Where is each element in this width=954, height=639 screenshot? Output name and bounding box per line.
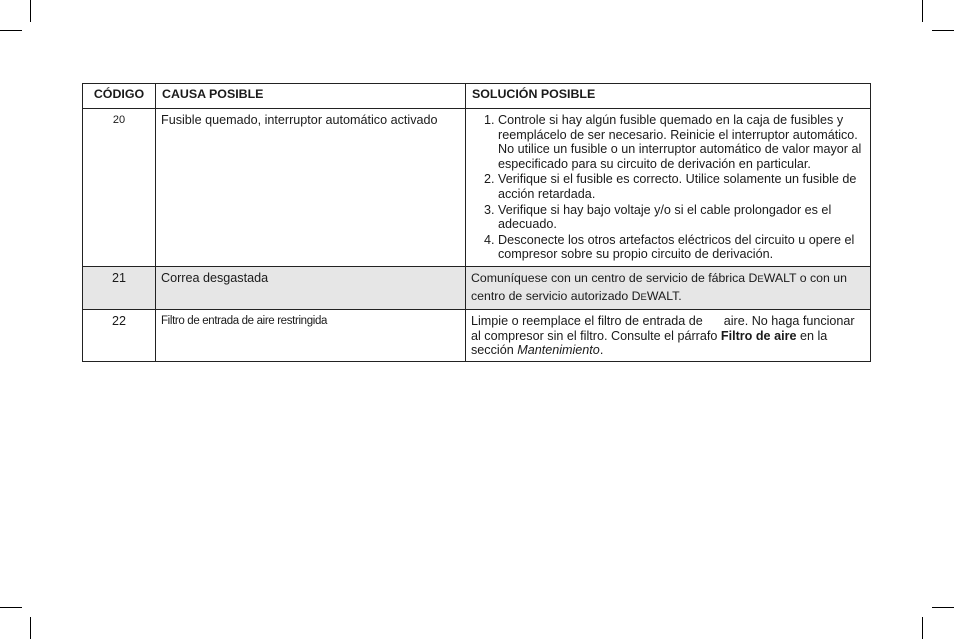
table-header-row bbox=[83, 84, 871, 109]
solution-cell bbox=[466, 266, 871, 309]
header-solution: SOLUCIÓN POSIBLE bbox=[466, 84, 871, 109]
crop-mark bbox=[932, 30, 954, 31]
solution-text: en la sección bbox=[471, 328, 831, 358]
crop-mark bbox=[30, 0, 31, 22]
brand-smallcaps: E bbox=[757, 273, 764, 285]
solution-text: Limpie o reemplace el filtro de entrada de aire. No haga funcionar al compresor sin el filtro. Consulte el párrafo bbox=[471, 313, 859, 343]
list-item: 3. Verifique si hay bajo voltaje y/o si el cable prolongador es el adecuado. bbox=[498, 203, 865, 232]
solution-steps-list bbox=[471, 113, 865, 262]
code-cell: 21 bbox=[83, 266, 156, 309]
solution-cell bbox=[466, 309, 871, 361]
reference-italic: Mantenimiento bbox=[517, 343, 600, 358]
solution-text: WALT o con un centro de servicio autorizado D bbox=[471, 270, 847, 303]
solution-text: . bbox=[599, 343, 604, 358]
header-cause: CAUSA POSIBLE bbox=[156, 84, 466, 109]
crop-mark bbox=[0, 607, 22, 608]
crop-mark bbox=[922, 617, 923, 639]
troubleshooting-table bbox=[82, 83, 871, 362]
header-code: CÓDIGO bbox=[83, 84, 156, 109]
table-row bbox=[83, 109, 871, 267]
code-cell: 22 bbox=[83, 309, 156, 361]
crop-mark bbox=[922, 0, 923, 22]
solution-text: Comuníquese con un centro de servicio de fábrica D bbox=[471, 270, 758, 285]
solution-cell bbox=[466, 109, 871, 267]
crop-mark bbox=[0, 30, 22, 31]
solution-text: WALT. bbox=[646, 288, 682, 303]
code-cell: 20 bbox=[83, 109, 156, 267]
cause-cell: Fusible quemado, interruptor automático activado bbox=[156, 109, 466, 267]
crop-mark bbox=[932, 607, 954, 608]
cause-cell: Filtro de entrada de aire restringida bbox=[156, 309, 466, 361]
cause-cell: Correa desgastada bbox=[156, 266, 466, 309]
brand-smallcaps: E bbox=[640, 291, 647, 303]
table-row bbox=[83, 266, 871, 309]
list-item: 1. Controle si hay algún fusible quemado en la caja de fusibles y reemplácelo de ser necesario. Reinicie el interruptor automático. No utilice un fusible o un interruptor automático de valor mayor al especificado para su circuito de derivación en particular. bbox=[498, 113, 865, 171]
list-item: 2. Verifique si el fusible es correcto. Utilice solamente un fusible de acción retardada. bbox=[498, 172, 865, 201]
table-row bbox=[83, 309, 871, 361]
list-item: 4. Desconecte los otros artefactos eléctricos del circuito u opere el compresor sobre su propio circuito de derivación. bbox=[498, 233, 865, 262]
crop-mark bbox=[30, 617, 31, 639]
reference-bold: Filtro de aire bbox=[720, 328, 797, 343]
